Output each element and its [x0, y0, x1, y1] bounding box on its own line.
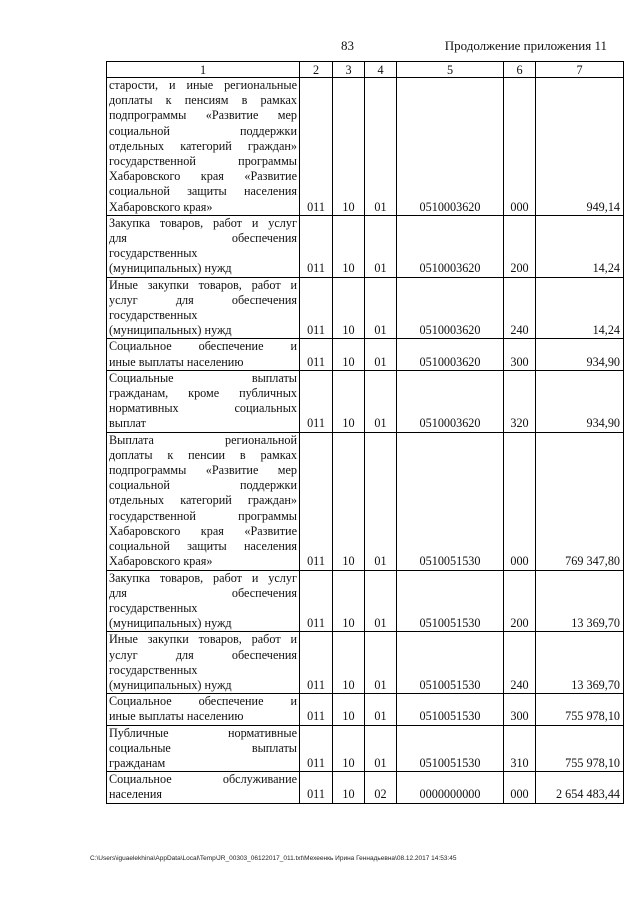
- description-line: Выплата региональной: [109, 432, 297, 447]
- code-subsection: 01: [365, 694, 397, 725]
- code-subsection: 01: [365, 339, 397, 370]
- code-subsection: 01: [365, 78, 397, 216]
- code-section: 10: [333, 772, 365, 803]
- file-path-footer: C:\Users\iguaelekhina\AppData\Local\Temp\JR_00303_06122017_011.txt\Мехеенкь Ирина Геннадьевна\08.12.2017 14:53:45: [90, 855, 457, 862]
- code-target: 0510051530: [397, 632, 504, 694]
- description-line: услуг для обеспечения: [109, 292, 297, 307]
- description-line: отдельных категорий граждан»: [109, 138, 297, 153]
- description-line: Хабаровского края»: [109, 199, 213, 214]
- code-expense-type: 240: [504, 277, 536, 339]
- code-admin: 011: [300, 339, 333, 370]
- table-row: [107, 78, 624, 216]
- code-subsection: 01: [365, 725, 397, 772]
- description-line: выплат: [109, 416, 146, 431]
- amount: 14,24: [536, 215, 624, 277]
- code-admin: 011: [300, 370, 333, 432]
- code-target: 0510003620: [397, 215, 504, 277]
- description-line: (муниципальных) нужд: [109, 261, 232, 276]
- code-expense-type: 300: [504, 694, 536, 725]
- code-section: 10: [333, 570, 365, 632]
- code-expense-type: 200: [504, 570, 536, 632]
- code-target: 0510003620: [397, 339, 504, 370]
- description-line: Социальное обеспечение и: [109, 339, 297, 354]
- description-line: иные выплаты населению: [109, 709, 244, 724]
- description-line: социальной защиты населения: [109, 539, 297, 554]
- table-row: [107, 277, 624, 339]
- code-expense-type: 000: [504, 432, 536, 570]
- description-line: иные выплаты населению: [109, 354, 244, 369]
- code-expense-type: 310: [504, 725, 536, 772]
- amount: 934,90: [536, 370, 624, 432]
- code-subsection: 01: [365, 215, 397, 277]
- code-subsection: 01: [365, 277, 397, 339]
- description-line: Хабаровского края «Развитие: [109, 169, 297, 184]
- description-line: Публичные нормативные: [109, 725, 297, 740]
- code-section: 10: [333, 432, 365, 570]
- table-header-row: [107, 62, 624, 78]
- row-description: [107, 694, 300, 725]
- description-line: старости, и иные региональные: [109, 78, 297, 92]
- code-expense-type: 300: [504, 339, 536, 370]
- code-target: 0510051530: [397, 570, 504, 632]
- description-line: для обеспечения: [109, 231, 297, 246]
- description-line: подпрограммы «Развитие мер: [109, 108, 297, 123]
- row-description: [107, 725, 300, 772]
- description-line: государственной программы: [109, 508, 297, 523]
- column-header: 5: [397, 62, 504, 78]
- code-admin: 011: [300, 432, 333, 570]
- row-description: [107, 432, 300, 570]
- code-expense-type: 000: [504, 772, 536, 803]
- description-line: отдельных категорий граждан»: [109, 493, 297, 508]
- column-header: 4: [365, 62, 397, 78]
- amount: 755 978,10: [536, 725, 624, 772]
- code-admin: 011: [300, 277, 333, 339]
- description-line: Хабаровского края «Развитие: [109, 523, 297, 538]
- column-header: 2: [300, 62, 333, 78]
- code-section: 10: [333, 632, 365, 694]
- description-line: государственной программы: [109, 154, 297, 169]
- code-admin: 011: [300, 632, 333, 694]
- row-description: [107, 277, 300, 339]
- code-expense-type: 320: [504, 370, 536, 432]
- code-section: 10: [333, 339, 365, 370]
- description-line: государственных: [109, 246, 198, 261]
- description-line: подпрограммы «Развитие мер: [109, 463, 297, 478]
- description-line: гражданам, кроме публичных: [109, 386, 297, 401]
- code-admin: 011: [300, 570, 333, 632]
- description-line: государственных: [109, 308, 198, 323]
- code-target: 0510051530: [397, 432, 504, 570]
- description-line: населения: [109, 787, 163, 802]
- description-line: доплаты к пенсии в рамках: [109, 447, 297, 462]
- code-target: 0510003620: [397, 277, 504, 339]
- description-line: Социальное обеспечение и: [109, 694, 297, 709]
- appendix-note: Продолжение приложения 11: [444, 38, 607, 53]
- column-header: 1: [107, 62, 300, 78]
- code-section: 10: [333, 725, 365, 772]
- table-row: [107, 339, 624, 370]
- description-line: (муниципальных) нужд: [109, 323, 232, 338]
- code-target: 0510003620: [397, 370, 504, 432]
- code-target: 0510003620: [397, 78, 504, 216]
- row-description: [107, 370, 300, 432]
- code-section: 10: [333, 78, 365, 216]
- description-line: Социальные выплаты: [109, 370, 297, 385]
- description-line: государственных: [109, 662, 198, 677]
- code-subsection: 01: [365, 370, 397, 432]
- code-target: 0000000000: [397, 772, 504, 803]
- amount: 934,90: [536, 339, 624, 370]
- description-line: гражданам: [109, 755, 166, 770]
- code-admin: 011: [300, 725, 333, 772]
- description-line: социальные выплаты: [109, 740, 297, 755]
- code-admin: 011: [300, 78, 333, 216]
- code-target: 0510051530: [397, 694, 504, 725]
- amount: 769 347,80: [536, 432, 624, 570]
- budget-table: [106, 61, 624, 804]
- row-description: [107, 632, 300, 694]
- description-line: услуг для обеспечения: [109, 647, 297, 662]
- row-description: [107, 78, 300, 216]
- description-line: Закупка товаров, работ и услуг: [109, 570, 297, 585]
- code-expense-type: 200: [504, 215, 536, 277]
- code-expense-type: 000: [504, 78, 536, 216]
- code-admin: 011: [300, 215, 333, 277]
- amount: 755 978,10: [536, 694, 624, 725]
- description-line: социальной поддержки: [109, 123, 297, 138]
- description-line: нормативных социальных: [109, 401, 297, 416]
- table-body: [107, 78, 624, 804]
- table-row: [107, 570, 624, 632]
- description-line: Хабаровского края»: [109, 554, 213, 569]
- amount: 14,24: [536, 277, 624, 339]
- code-section: 10: [333, 370, 365, 432]
- code-subsection: 01: [365, 432, 397, 570]
- code-subsection: 02: [365, 772, 397, 803]
- code-section: 10: [333, 277, 365, 339]
- code-admin: 011: [300, 694, 333, 725]
- table-row: [107, 632, 624, 694]
- column-header: 6: [504, 62, 536, 78]
- amount: 13 369,70: [536, 632, 624, 694]
- table-row: [107, 694, 624, 725]
- row-description: [107, 772, 300, 803]
- description-line: Иные закупки товаров, работ и: [109, 277, 297, 292]
- code-subsection: 01: [365, 570, 397, 632]
- table-row: [107, 370, 624, 432]
- code-admin: 011: [300, 772, 333, 803]
- code-section: 10: [333, 694, 365, 725]
- table-row: [107, 432, 624, 570]
- code-target: 0510051530: [397, 725, 504, 772]
- table-row: [107, 725, 624, 772]
- description-line: социальной защиты населения: [109, 184, 297, 199]
- description-line: Закупка товаров, работ и услуг: [109, 215, 297, 230]
- amount: 949,14: [536, 78, 624, 216]
- amount: 13 369,70: [536, 570, 624, 632]
- description-line: Иные закупки товаров, работ и: [109, 632, 297, 647]
- column-header: 3: [333, 62, 365, 78]
- description-line: (муниципальных) нужд: [109, 616, 232, 631]
- row-description: [107, 215, 300, 277]
- description-line: для обеспечения: [109, 585, 297, 600]
- table-row: [107, 772, 624, 803]
- table-row: [107, 215, 624, 277]
- code-section: 10: [333, 215, 365, 277]
- description-line: Социальное обслуживание: [109, 772, 297, 787]
- row-description: [107, 570, 300, 632]
- code-subsection: 01: [365, 632, 397, 694]
- amount: 2 654 483,44: [536, 772, 624, 803]
- column-header: 7: [536, 62, 624, 78]
- page-number: 83: [341, 38, 354, 53]
- row-description: [107, 339, 300, 370]
- description-line: социальной поддержки: [109, 478, 297, 493]
- description-line: доплаты к пенсиям в рамках: [109, 93, 297, 108]
- description-line: (муниципальных) нужд: [109, 677, 232, 692]
- code-expense-type: 240: [504, 632, 536, 694]
- description-line: государственных: [109, 600, 198, 615]
